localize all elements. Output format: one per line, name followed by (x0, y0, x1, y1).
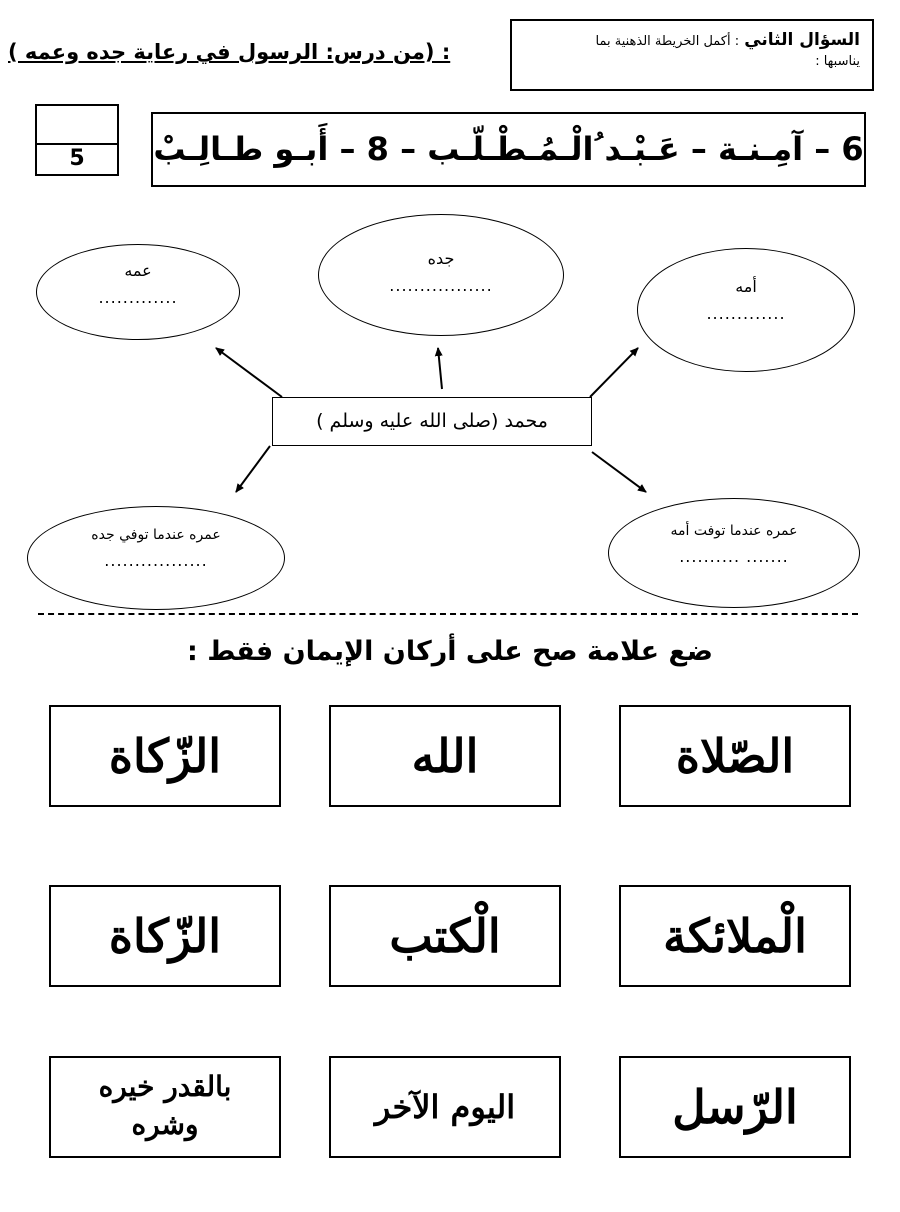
card-zakat-2[interactable] (49, 885, 281, 987)
card-zakat-2-label: الزّكاة (108, 909, 222, 963)
card-messengers[interactable] (619, 1056, 851, 1158)
mind-map-center: محمد (صلى الله عليه وسلم ) (272, 397, 592, 446)
arrow-to-grandfather (438, 348, 442, 389)
card-prayer-label: الصّلاة (675, 729, 795, 783)
arrow-to-age-grandfather (236, 446, 270, 492)
question-instruction-cont: يناسبها : (815, 54, 860, 69)
section-divider (38, 613, 858, 615)
score-value: 5 (69, 146, 85, 171)
card-zakat-1-label: الزّكاة (108, 729, 222, 783)
oval-mother-blank[interactable]: ............. (706, 304, 786, 323)
arrow-to-age-mother (592, 452, 646, 492)
arrow-to-uncle (216, 348, 282, 397)
card-angels-label: الْملائكة (663, 909, 807, 963)
oval-age-grandfather (27, 506, 285, 610)
oval-age-mother-blank[interactable]: ....... .......... (679, 547, 789, 566)
card-allah[interactable] (329, 705, 561, 807)
oval-mother-label: أمه (735, 277, 757, 296)
card-destiny-line2: وشره (131, 1108, 199, 1141)
card-last-day-label: اليوم الآخر (374, 1088, 516, 1126)
oval-mother (637, 248, 855, 372)
question-title: السؤال الثاني (744, 30, 860, 50)
card-books[interactable] (329, 885, 561, 987)
card-zakat-1[interactable] (49, 705, 281, 807)
card-messengers-label: الرّسل (672, 1080, 798, 1134)
card-prayer[interactable] (619, 705, 851, 807)
arrow-to-mother (590, 348, 638, 397)
oval-age-grandfather-blank[interactable]: ................. (104, 551, 208, 570)
oval-uncle-label: عمه (124, 261, 152, 280)
oval-age-mother-label: عمره عندما توفت أمه (670, 523, 798, 539)
card-angels[interactable] (619, 885, 851, 987)
lesson-title: : (من درس: الرسول في رعاية جده وعمه ) (8, 40, 451, 64)
card-destiny-line1: بالقدر خيره (98, 1070, 232, 1103)
question-instruction: : أكمل الخريطة الذهنية بما (595, 34, 740, 49)
card-allah-label: الله (411, 729, 479, 783)
oval-age-mother (608, 498, 860, 608)
section2-instruction: ضع علامة صح على أركان الإيمان فقط : (187, 636, 713, 667)
oval-uncle-blank[interactable]: ............. (98, 288, 178, 307)
word-bank: 6 – آمِـنـة – عَـبْـد ُالْـمُـطْـلّـب – 8 – أَبـو طـالِـبْ (151, 112, 866, 187)
card-last-day[interactable] (329, 1056, 561, 1158)
oval-grandfather-label: جده (427, 249, 455, 268)
oval-grandfather (318, 214, 564, 336)
card-destiny[interactable] (49, 1056, 281, 1158)
oval-age-grandfather-label: عمره عندما توفي جده (91, 527, 221, 543)
card-books-label: الْكتب (389, 909, 501, 963)
oval-grandfather-blank[interactable]: ................. (389, 276, 493, 295)
oval-uncle (36, 244, 240, 340)
